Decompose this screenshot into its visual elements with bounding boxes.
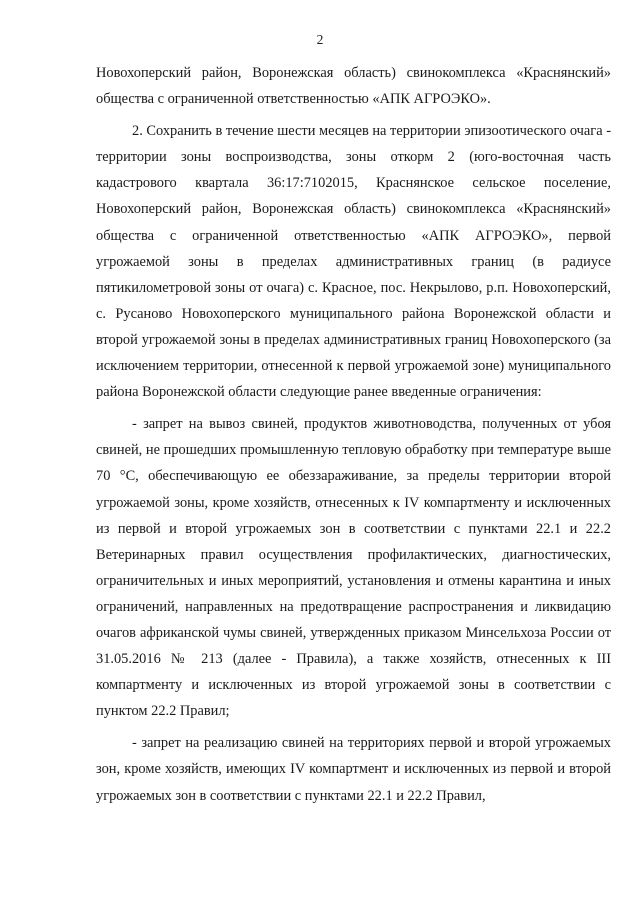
paragraph-sale-ban: - запрет на реализацию свиней на территориях первой и второй угрожаемых зон, кроме хозяйств, имеющих IV компартмент и исключенных из первой и второй угрожаемых зон в соответствии с пунктами 22.1 и 22.2 Правил, — [96, 735, 611, 804]
paragraph-continuation: Новохоперский район, Воронежская область) свинокомплекса «Краснянский» общества с ограниченной ответственностью «АПК АГРОЭКО». — [96, 65, 611, 108]
page-number: 2 — [316, 32, 324, 47]
paragraph-export-ban: - запрет на вывоз свиней, продуктов животноводства, полученных от убоя свиней, не прошедших промышленную тепловую обработку при температуре выше 70 °С, обеспечивающую ее обеззараживание, за пределы территории второй угрожаемой зоны, кроме хозяйств, отнесенных к IV компартменту и исключенных из первой и второй угрожаемых зон в соответствии с пунктами 22.1 и 22.2 Ветеринарных правил осуществления профилактических, диагностических, ограничительных и иных мероприятий, установления и отмены карантина и иных ограничений, направленных на предотвращение распространения и ликвидацию очагов африканской чумы свиней, утвержденных приказом Минсельхоза России от 31.05.2016 № 213 (далее - Правила), а также хозяйств, отнесенных к III компартменту и исключенных из второй угрожаемой зоны в соответствии с пунктом 22.2 Правил; — [96, 416, 611, 720]
paragraph-item-2: 2. Сохранить в течение шести месяцев на территории эпизоотического очага - территории зоны воспроизводства, зоны откорм 2 (юго-восточная часть кадастрового квартала 36:17:7102015, Краснянское сельское поселение, Новохоперский район, Воронежская область) свинокомплекса «Краснянский» общества с ограниченной ответственностью «АПК АГРОЭКО», первой угрожаемой зоны в пределах административных границ (в радиусе пятикилометровой зоны от очага) с. Красное, пос. Некрылово, р.п. Новохоперский, с. Русаново Новохоперского муниципального района Воронежской области и второй угрожаемой зоны в пределах административных границ Новохоперского (за исключением территории, отнесенной к первой угрожаемой зоне) муниципального района Воронежской области следующие ранее введенные ограничения: — [96, 123, 611, 401]
document-body — [96, 60, 611, 809]
